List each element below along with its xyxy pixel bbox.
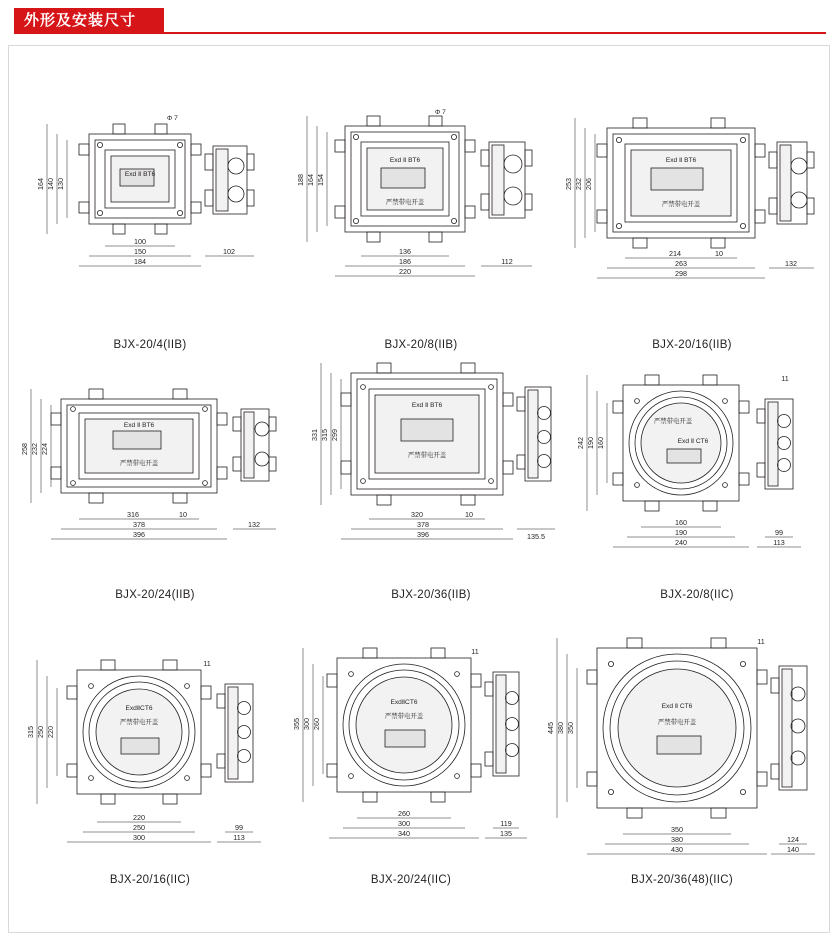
nameplate-label: Exd Ⅱ BT6 (123, 422, 155, 429)
dim-bottom-0: 220 (133, 813, 145, 822)
dim-left-1: 250 (36, 726, 45, 738)
page-header (0, 8, 840, 38)
dim-left-0: 242 (576, 437, 585, 449)
dim-left-1: 380 (556, 722, 565, 734)
hole-note: Φ 7 (435, 109, 446, 116)
dim-side-1: 135 (500, 829, 512, 838)
dim-left-1: 190 (586, 437, 595, 449)
dim-bottom-1: 380 (671, 835, 683, 844)
dim-left-2: 224 (40, 443, 49, 455)
figure-caption: BJX-20/24(IIB) (115, 589, 195, 601)
figure-bjx-20-16-iic (17, 626, 283, 886)
dim-left-1: 140 (46, 178, 55, 190)
dim-left-2: 299 (330, 429, 339, 441)
figure-drawing (539, 626, 825, 886)
dim-left-0: 445 (546, 722, 555, 734)
dim-side: 132 (785, 259, 797, 268)
dim-bottom-extra: 10 (465, 510, 473, 519)
dim-bottom-2: 340 (398, 829, 410, 838)
dim-bottom-1: 300 (398, 819, 410, 828)
nameplate-warning: 严禁带电开盖 (653, 418, 693, 425)
dim-left-1: 315 (320, 429, 329, 441)
dim-left-0: 331 (310, 429, 319, 441)
figure-drawing (559, 106, 825, 351)
dim-bottom-1: 378 (417, 520, 429, 529)
dim-bottom-0: 320 (411, 510, 423, 519)
dim-left-2: 350 (566, 722, 575, 734)
nameplate-warning: 严禁带电开盖 (119, 460, 159, 467)
figure-bjx-20-24-iib (17, 351, 293, 601)
dim-left-2: 220 (46, 726, 55, 738)
dim-top-right: 11 (781, 374, 789, 383)
dim-left-0: 315 (26, 726, 35, 738)
nameplate-label: ExdⅡCT6 (125, 705, 153, 712)
figure-bjx-20-8-iic (569, 351, 825, 601)
figure-bjx-20-36-iib (293, 351, 569, 601)
dim-bottom-2: 396 (133, 530, 145, 539)
figure-bjx-20-8-iib (283, 106, 559, 351)
dim-left-1: 232 (30, 443, 39, 455)
nameplate-warning: 严禁带电开盖 (407, 452, 447, 459)
figure-drawing (569, 351, 825, 601)
dim-side: 135.5 (527, 532, 545, 541)
figure-bjx-20-36-48-iic (539, 626, 825, 886)
figure-bjx-20-16-iib (559, 106, 825, 351)
dim-side-1: 113 (233, 833, 245, 842)
dim-bottom-1: 263 (675, 259, 687, 268)
dim-side-1: 113 (773, 538, 785, 547)
figure-drawing (17, 106, 283, 351)
figure-drawing (17, 351, 293, 601)
dim-top-right: 11 (203, 659, 211, 668)
dim-bottom-2: 300 (133, 833, 145, 842)
dim-left-2: 130 (56, 178, 65, 190)
dim-side-0: 124 (787, 835, 799, 844)
figure-caption: BJX-20/8(IIC) (660, 589, 734, 601)
dim-left-0: 164 (36, 178, 45, 190)
dim-left-1: 164 (306, 174, 315, 186)
dim-bottom-1: 186 (399, 257, 411, 266)
nameplate-label: Exd Ⅱ BT6 (124, 171, 156, 178)
dim-bottom-0: 260 (398, 809, 410, 818)
dim-bottom-2: 430 (671, 845, 683, 854)
dim-bottom-1: 378 (133, 520, 145, 529)
page-title: 外形及安装尺寸 (24, 12, 137, 29)
dim-left-0: 258 (20, 443, 29, 455)
nameplate-label: Exd Ⅱ CT6 (661, 703, 693, 710)
nameplate-label: Exd Ⅱ CT6 (677, 438, 709, 445)
dim-bottom-0: 160 (675, 518, 687, 527)
dim-side-0: 99 (775, 528, 783, 537)
dim-top-right: 11 (757, 637, 765, 646)
figure-grid (9, 46, 831, 934)
figure-bjx-20-24-iic (283, 626, 539, 886)
figure-caption: BJX-20/16(IIC) (109, 874, 191, 886)
header-rule (14, 32, 826, 34)
dim-left-2: 160 (596, 437, 605, 449)
nameplate-warning: 严禁带电开盖 (119, 719, 159, 726)
dim-bottom-1: 150 (134, 247, 146, 256)
dim-side: 112 (501, 257, 513, 266)
dim-bottom-extra: 10 (715, 249, 723, 258)
dim-bottom-2: 240 (675, 538, 687, 547)
dim-left-2: 260 (312, 718, 321, 730)
figure-drawing (17, 626, 283, 886)
dim-bottom-0: 100 (134, 237, 146, 246)
dim-bottom-2: 184 (134, 257, 146, 266)
dim-left-1: 232 (574, 178, 583, 190)
nameplate-warning: 严禁带电开盖 (384, 713, 424, 720)
nameplate-label: ExdⅡCT6 (390, 699, 418, 706)
dim-bottom-0: 136 (399, 247, 411, 256)
dim-left-1: 300 (302, 718, 311, 730)
figure-caption: BJX-20/36(48)(IIC) (631, 874, 733, 886)
dim-side-0: 119 (500, 819, 512, 828)
dim-bottom-0: 214 (669, 249, 681, 258)
dim-bottom-1: 190 (675, 528, 687, 537)
dim-bottom-2: 396 (417, 530, 429, 539)
dim-bottom-1: 250 (133, 823, 145, 832)
figure-caption: BJX-20/8(IIB) (384, 339, 458, 351)
dim-left-2: 206 (584, 178, 593, 190)
nameplate-warning: 严禁带电开盖 (661, 201, 701, 208)
figure-bjx-20-4-iib (17, 106, 283, 351)
nameplate-label: Exd Ⅱ BT6 (411, 402, 443, 409)
figure-caption: BJX-20/24(IIC) (370, 874, 452, 886)
dim-side-1: 140 (787, 845, 799, 854)
dim-bottom-extra: 10 (179, 510, 187, 519)
diagram-frame (8, 45, 830, 933)
dim-top-right: 11 (471, 647, 479, 656)
dim-bottom-2: 220 (399, 267, 411, 276)
figure-caption: BJX-20/16(IIB) (652, 339, 732, 351)
figure-caption: BJX-20/4(IIB) (113, 339, 187, 351)
dim-left-2: 154 (316, 174, 325, 186)
nameplate-label: Exd Ⅱ BT6 (389, 157, 421, 164)
dim-side: 102 (223, 247, 235, 256)
nameplate-warning: 严禁带电开盖 (385, 199, 425, 206)
hole-note: Φ 7 (167, 115, 178, 122)
nameplate-label: Exd Ⅱ BT6 (665, 157, 697, 164)
nameplate-warning: 严禁带电开盖 (657, 719, 697, 726)
dim-left-0: 253 (564, 178, 573, 190)
figure-drawing (283, 106, 559, 351)
figure-drawing (283, 626, 539, 886)
dim-bottom-0: 316 (127, 510, 139, 519)
dim-left-0: 188 (296, 174, 305, 186)
figure-caption: BJX-20/36(IIB) (391, 589, 471, 601)
dim-left-0: 355 (292, 718, 301, 730)
figure-drawing (293, 351, 569, 601)
dim-bottom-2: 298 (675, 269, 687, 278)
dim-side-0: 99 (235, 823, 243, 832)
dim-bottom-0: 350 (671, 825, 683, 834)
dim-side: 132 (248, 520, 260, 529)
